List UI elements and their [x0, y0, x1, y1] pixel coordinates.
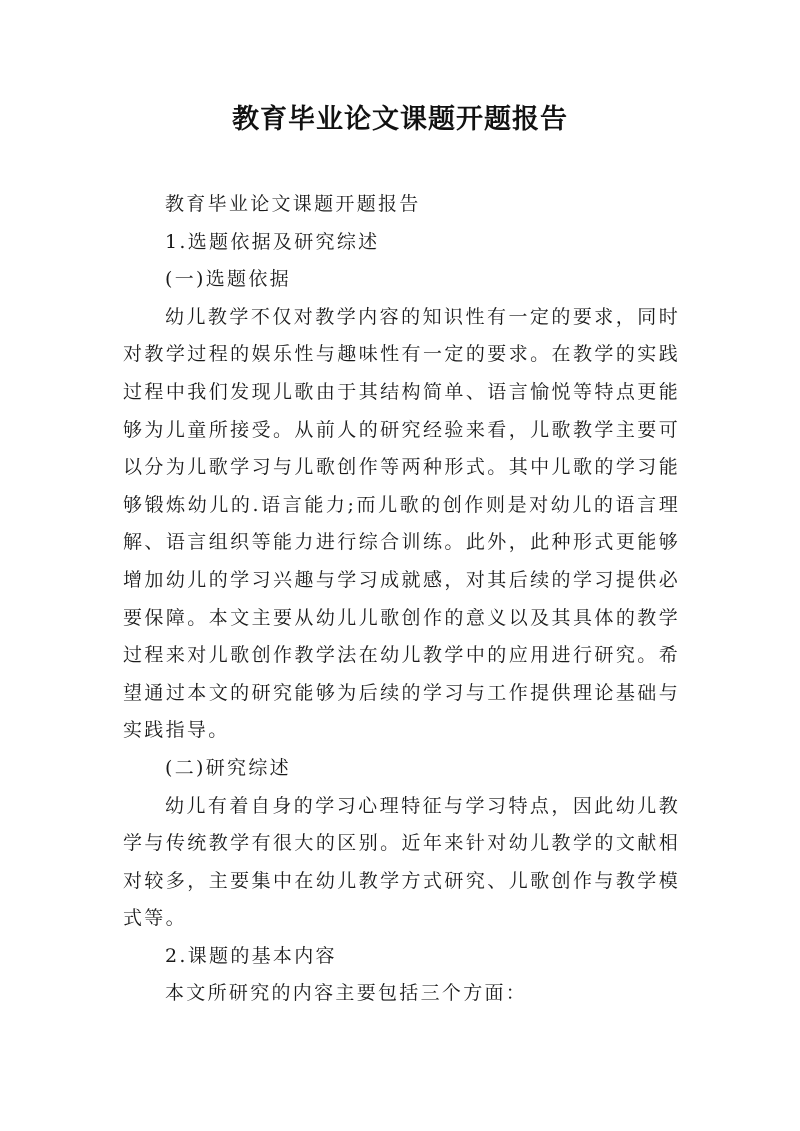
section-1-heading: 1.选题依据及研究综述 [165, 230, 380, 253]
subsection-1-heading: (一)选题依据 [165, 268, 291, 291]
content-intro-line: 本文所研究的内容主要包括三个方面： [165, 982, 528, 1005]
paragraph-research-review: 幼儿有着自身的学习心理特征与学习特点，因此幼儿教学与传统教学有很大的区别。近年来针对幼儿教学的文献相对较多，主要集中在幼儿教学方式研究、儿歌创作与教学模式等。 [123, 794, 680, 930]
paragraph-selection-basis: 幼儿教学不仅对教学内容的知识性有一定的要求，同时对教学过程的娱乐性与趣味性有一定的要求。在教学的实践过程中我们发现儿歌由于其结构简单、语言愉悦等特点更能够为儿童所接受。从前人的研究经验来看，儿歌教学主要可以分为儿歌学习与儿歌创作等两种形式。其中儿歌的学习能够锻炼幼儿的.语言能力;而儿歌的创作则是对幼儿的语言理解、语言组织等能力进行综合训练。此外，此种形式更能够增加幼儿的学习兴趣与学习成就感，对其后续的学习提供必要保障。本文主要从幼儿儿歌创作的意义以及其具体的教学过程来对儿歌创作教学法在幼儿教学中的应用进行研究。希望通过本文的研究能够为后续的学习与工作提供理论基础与实践指导。 [123, 305, 680, 742]
document-body [123, 186, 680, 1013]
heading-repeat-line: 教育毕业论文课题开题报告 [165, 193, 421, 215]
document-title: 教育毕业论文课题开题报告 [232, 104, 568, 135]
subsection-2-heading: (二)研究综述 [165, 756, 291, 779]
section-2-heading: 2.课题的基本内容 [165, 944, 337, 967]
